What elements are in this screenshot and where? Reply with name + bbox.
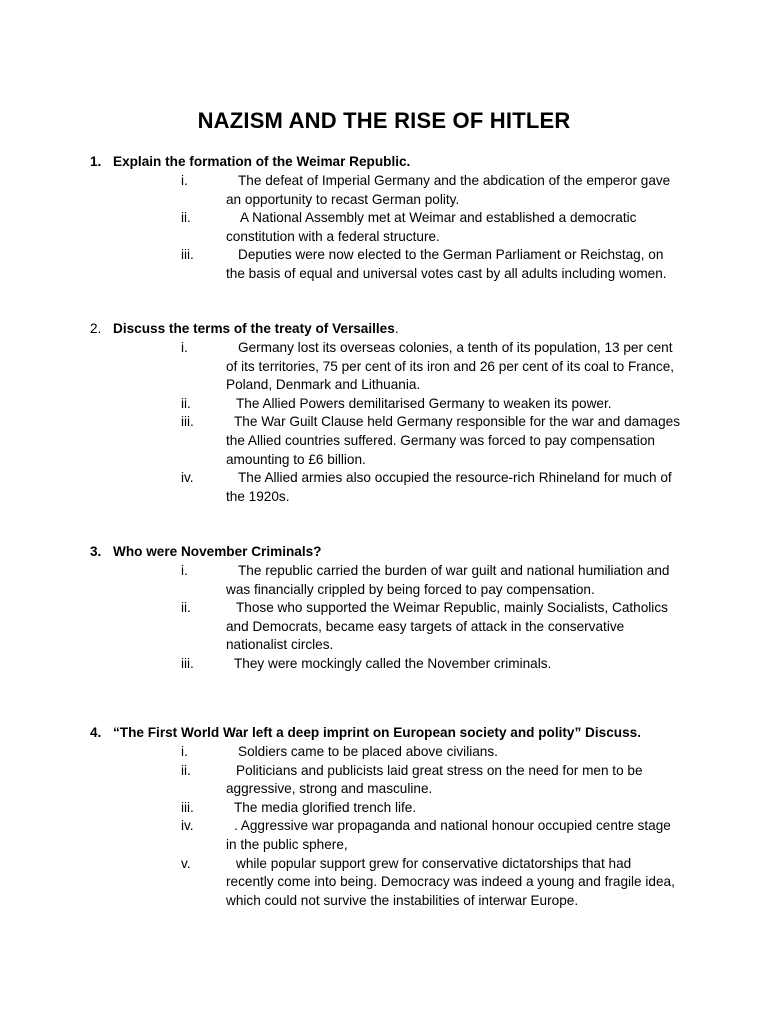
answer-item	[90, 599, 710, 655]
question-number: 2.	[90, 321, 102, 336]
answer-text: The Allied Powers demilitarised Germany to weaken its power.	[236, 395, 612, 411]
question-4	[90, 724, 710, 910]
question-1	[90, 153, 710, 284]
question-heading	[90, 153, 710, 172]
answer-text: The defeat of Imperial Germany and the abdication of the emperor gave an opportunity to recast German polity.	[226, 173, 671, 207]
answer-item	[90, 246, 710, 283]
answer-text: They were mockingly called the November criminals.	[234, 655, 552, 671]
answer-text: The Allied armies also occupied the resource-rich Rhineland for much of the 1920s.	[226, 470, 672, 504]
answer-item	[90, 562, 710, 599]
question-number: 4.	[90, 725, 102, 740]
answer-text: . Aggressive war propaganda and national honour occupied centre stage in the public sphere,	[226, 818, 671, 852]
answer-marker: iii.	[181, 799, 194, 815]
question-heading	[90, 543, 710, 562]
answer-item	[90, 762, 710, 799]
question-heading	[90, 724, 710, 743]
answer-marker: v.	[181, 855, 191, 871]
answer-text: Those who supported the Weimar Republic, mainly Socialists, Catholics and Democrats, became easy targets of attack in the conservative nationalist circles.	[226, 600, 668, 653]
answer-text: Politicians and publicists laid great stress on the need for men to be aggressive, strong and masculine.	[226, 762, 643, 797]
answer-item	[90, 743, 710, 762]
answer-item	[90, 855, 710, 911]
answer-marker: i.	[181, 744, 188, 759]
question-number: 3.	[90, 544, 102, 559]
answer-text: while popular support grew for conservative dictatorships that had recently come into being. Democracy was indeed a young and fragile idea, which could not survive the instabilities of interwar Europe.	[226, 855, 675, 908]
document-title: NAZISM AND THE RISE OF HITLER	[197, 108, 571, 133]
question-3	[90, 543, 710, 674]
answer-marker: i.	[181, 340, 188, 355]
question-prompt: Who were November Criminals?	[113, 544, 322, 559]
answer-marker: ii.	[181, 210, 191, 226]
answer-item	[90, 172, 710, 209]
question-prompt: Discuss the terms of the treaty of Versailles	[113, 321, 395, 336]
answer-text: Germany lost its overseas colonies, a tenth of its population, 13 per cent of its territories, 75 per cent of its iron and 26 per cent of its coal to France, Poland, Denmark and Lithuania.	[226, 340, 675, 393]
answer-marker: i.	[181, 563, 188, 578]
answer-text: Deputies were now elected to the German Parliament or Reichstag, on the basis of equal and universal votes cast by all adults including women.	[226, 247, 667, 281]
answer-item	[90, 799, 710, 818]
answer-marker: iii.	[181, 655, 194, 671]
question-number: 1.	[90, 154, 102, 169]
question-prompt-wrapper	[113, 320, 399, 339]
answer-text: The media glorified trench life.	[234, 799, 417, 815]
answer-text: Soldiers came to be placed above civilians.	[238, 744, 498, 759]
answer-text: A National Assembly met at Weimar and established a democratic constitution with a federal structure.	[226, 210, 637, 244]
answer-item	[90, 413, 710, 469]
answer-marker: iv.	[181, 818, 194, 834]
answer-marker: ii.	[181, 600, 191, 616]
question-2	[90, 320, 710, 506]
question-heading	[90, 320, 710, 339]
answer-marker: iii.	[181, 414, 194, 430]
answer-text: The republic carried the burden of war guilt and national humiliation and was financially crippled by being forced to pay compensation.	[226, 563, 670, 597]
answer-marker: ii.	[181, 762, 191, 778]
answer-item	[90, 339, 710, 395]
answer-marker: i.	[181, 173, 188, 188]
question-prompt: “The First World War left a deep imprint on European society and polity” Discuss.	[113, 725, 641, 740]
answer-marker: iv.	[181, 470, 194, 486]
answer-item	[90, 655, 710, 674]
answer-item	[90, 817, 710, 854]
answer-text: The War Guilt Clause held Germany responsible for the war and damages the Allied countries suffered. Germany was forced to pay compensation amounting to £6 billion.	[226, 414, 681, 467]
question-prompt: Explain the formation of the Weimar Republic.	[113, 154, 411, 169]
question-prompt-suffix: .	[394, 321, 399, 336]
answer-item	[90, 209, 710, 246]
answer-marker: iii.	[181, 247, 194, 263]
answer-item	[90, 469, 710, 506]
answer-marker: ii.	[181, 395, 191, 411]
answer-item	[90, 395, 710, 414]
